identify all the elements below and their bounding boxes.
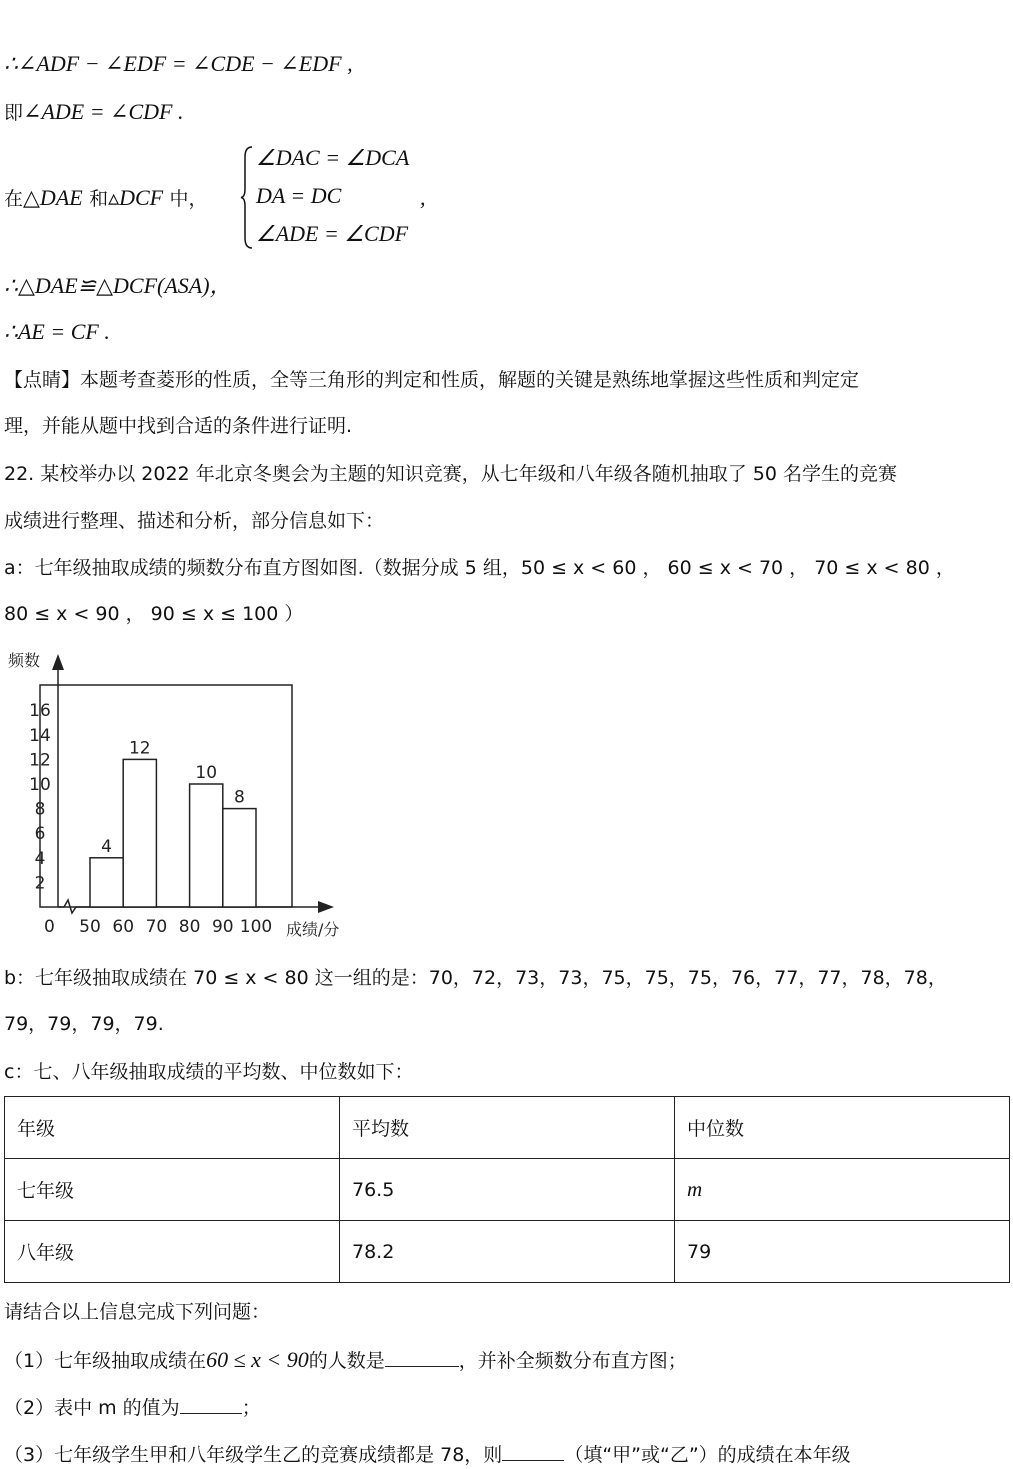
y-tick-label: 10 bbox=[29, 775, 51, 795]
bar-value-label: 10 bbox=[195, 763, 218, 783]
q22-part-2-text-a: （2）表中 m 的值为 bbox=[4, 1397, 180, 1419]
q22-prompt: 请结合以上信息完成下列问题： bbox=[4, 1301, 271, 1323]
x-tick-label: 60 bbox=[112, 917, 135, 937]
histogram-bar bbox=[90, 858, 123, 907]
q22-a-line-1: a：七年级抽取成绩的频数分布直方图如图.（数据分成 5 组，50 ≤ x < 60 ， 60 ≤ x < 70 ， 70 ≤ x < 80 ， bbox=[4, 557, 955, 579]
x-axis-arrow bbox=[318, 901, 334, 913]
table-cell: 八年级 bbox=[5, 1221, 340, 1283]
condition-2: DA = DC bbox=[256, 183, 342, 208]
q22-part-1-range: 60 ≤ x < 90 bbox=[206, 1347, 309, 1372]
proof-line-3-prefix: 在 bbox=[4, 188, 24, 210]
x-axis-label: 成绩/分 bbox=[286, 920, 340, 939]
y-tick-label: 8 bbox=[34, 799, 46, 820]
table-header-cell: 中位数 bbox=[675, 1097, 1010, 1159]
x-tick-label: 80 bbox=[178, 917, 201, 937]
triangle-dcf: ▵DCF bbox=[108, 185, 164, 210]
histogram bbox=[0, 640, 360, 945]
y-tick-label: 14 bbox=[29, 725, 51, 746]
y-tick-label: 16 bbox=[29, 701, 51, 722]
histogram-bar bbox=[190, 784, 223, 907]
q22-a-line-2: 80 ≤ x < 90 ， 90 ≤ x ≤ 100 ） bbox=[4, 603, 304, 625]
y-tick-label: 6 bbox=[34, 824, 46, 845]
q22-b-line-2: 79，79，79，79. bbox=[4, 1013, 164, 1035]
x-tick-label: 100 bbox=[239, 917, 273, 937]
y-tick-label: 2 bbox=[34, 873, 46, 894]
x-tick-label: 90 bbox=[211, 917, 234, 937]
condition-1: ∠DAC = ∠DCA bbox=[256, 145, 410, 170]
q22-part-3 bbox=[4, 1440, 851, 1469]
proof-line-3-mid: 中， bbox=[169, 188, 208, 210]
proof-line-4: ∴△DAE≌△DCF(ASA)， bbox=[4, 273, 232, 298]
q22-line-2: 成绩进行整理、描述和分析，部分信息如下： bbox=[4, 510, 385, 532]
table-cell: m bbox=[675, 1159, 1010, 1221]
q22-c-line-1: c：七、八年级抽取成绩的平均数、中位数如下： bbox=[4, 1061, 414, 1083]
table-row bbox=[5, 1221, 1010, 1283]
comment-line-1: 【点睛】本题考查菱形的性质，全等三角形的判定和性质，解题的关键是熟练地掌握这些性质和判定定 bbox=[4, 369, 860, 391]
q22-part-2-text-b: ； bbox=[241, 1397, 261, 1419]
proof-line-2-prefix: 即 bbox=[4, 102, 24, 124]
x-tick-label: 70 bbox=[145, 917, 168, 937]
origin-label: 0 bbox=[44, 917, 55, 937]
table-header-row bbox=[5, 1097, 1010, 1159]
condition-comma: , bbox=[420, 185, 426, 210]
y-tick-label: 12 bbox=[29, 750, 51, 771]
proof-line-3-and: 和 bbox=[89, 188, 109, 210]
q22-b-line-1: b：七年级抽取成绩在 70 ≤ x < 80 这一组的是：70，72，73，73，75，75，75，76，77，77，78，78， bbox=[4, 967, 947, 989]
table-header-cell: 年级 bbox=[5, 1097, 340, 1159]
x-tick-label: 50 bbox=[79, 917, 101, 937]
left-brace bbox=[240, 145, 254, 250]
histogram-bar bbox=[223, 809, 256, 907]
y-axis bbox=[52, 654, 64, 907]
table-row bbox=[5, 1159, 1010, 1221]
comment-line-2: 理，并能从题中找到合适的条件进行证明. bbox=[4, 415, 353, 437]
q22-part-1-text-a: （1）七年级抽取成绩在 bbox=[4, 1350, 207, 1372]
bar-value-label: 8 bbox=[233, 787, 245, 808]
proof-line-3 bbox=[4, 184, 208, 213]
table-cell: 79 bbox=[675, 1221, 1010, 1283]
q22-part-1 bbox=[4, 1346, 687, 1375]
y-tick-label: 4 bbox=[34, 848, 46, 869]
answer-blank-3[interactable] bbox=[502, 1440, 564, 1461]
answer-blank-1[interactable] bbox=[385, 1346, 459, 1367]
table-cell: 76.5 bbox=[340, 1159, 675, 1221]
histogram-bar bbox=[123, 759, 156, 907]
stats-table bbox=[4, 1096, 1010, 1283]
proof-line-5: ∴AE = CF . bbox=[4, 319, 110, 344]
table-cell: 七年级 bbox=[5, 1159, 340, 1221]
q22-part-2 bbox=[4, 1393, 261, 1422]
bars bbox=[90, 738, 256, 907]
bar-value-label: 4 bbox=[101, 836, 113, 857]
condition-3: ∠ADE = ∠CDF bbox=[256, 221, 409, 246]
condition-system bbox=[240, 145, 440, 250]
bar-value-label: 12 bbox=[128, 738, 151, 759]
q22-line-1: 22. 某校举办以 2022 年北京冬奥会为主题的知识竞赛，从七年级和八年级各随机抽取了 50 名学生的竞赛 bbox=[4, 463, 897, 485]
triangle-dae: △DAE bbox=[23, 185, 83, 210]
q22-part-1-text-c: ，并补全频数分布直方图； bbox=[458, 1350, 687, 1372]
q22-part-3-text-a: （3）七年级学生甲和八年级学生乙的竞赛成绩都是 78，则 bbox=[4, 1444, 503, 1466]
x-tick-labels bbox=[79, 917, 272, 937]
table-header-cell: 平均数 bbox=[340, 1097, 675, 1159]
proof-line-1: ∴∠ADF − ∠EDF = ∠CDE − ∠EDF , bbox=[4, 51, 353, 76]
y-axis-arrow bbox=[52, 654, 64, 670]
table-cell: 78.2 bbox=[340, 1221, 675, 1283]
q22-part-1-text-b: 的人数是 bbox=[308, 1350, 385, 1372]
y-axis-label: 频数 bbox=[8, 651, 41, 670]
proof-line-2-math: ∠ADE = ∠CDF . bbox=[23, 99, 184, 124]
answer-blank-2[interactable] bbox=[180, 1393, 242, 1414]
q22-part-3-text-b: （填“甲”或“乙”）的成绩在本年级 bbox=[564, 1444, 851, 1466]
proof-line-2 bbox=[4, 98, 184, 127]
